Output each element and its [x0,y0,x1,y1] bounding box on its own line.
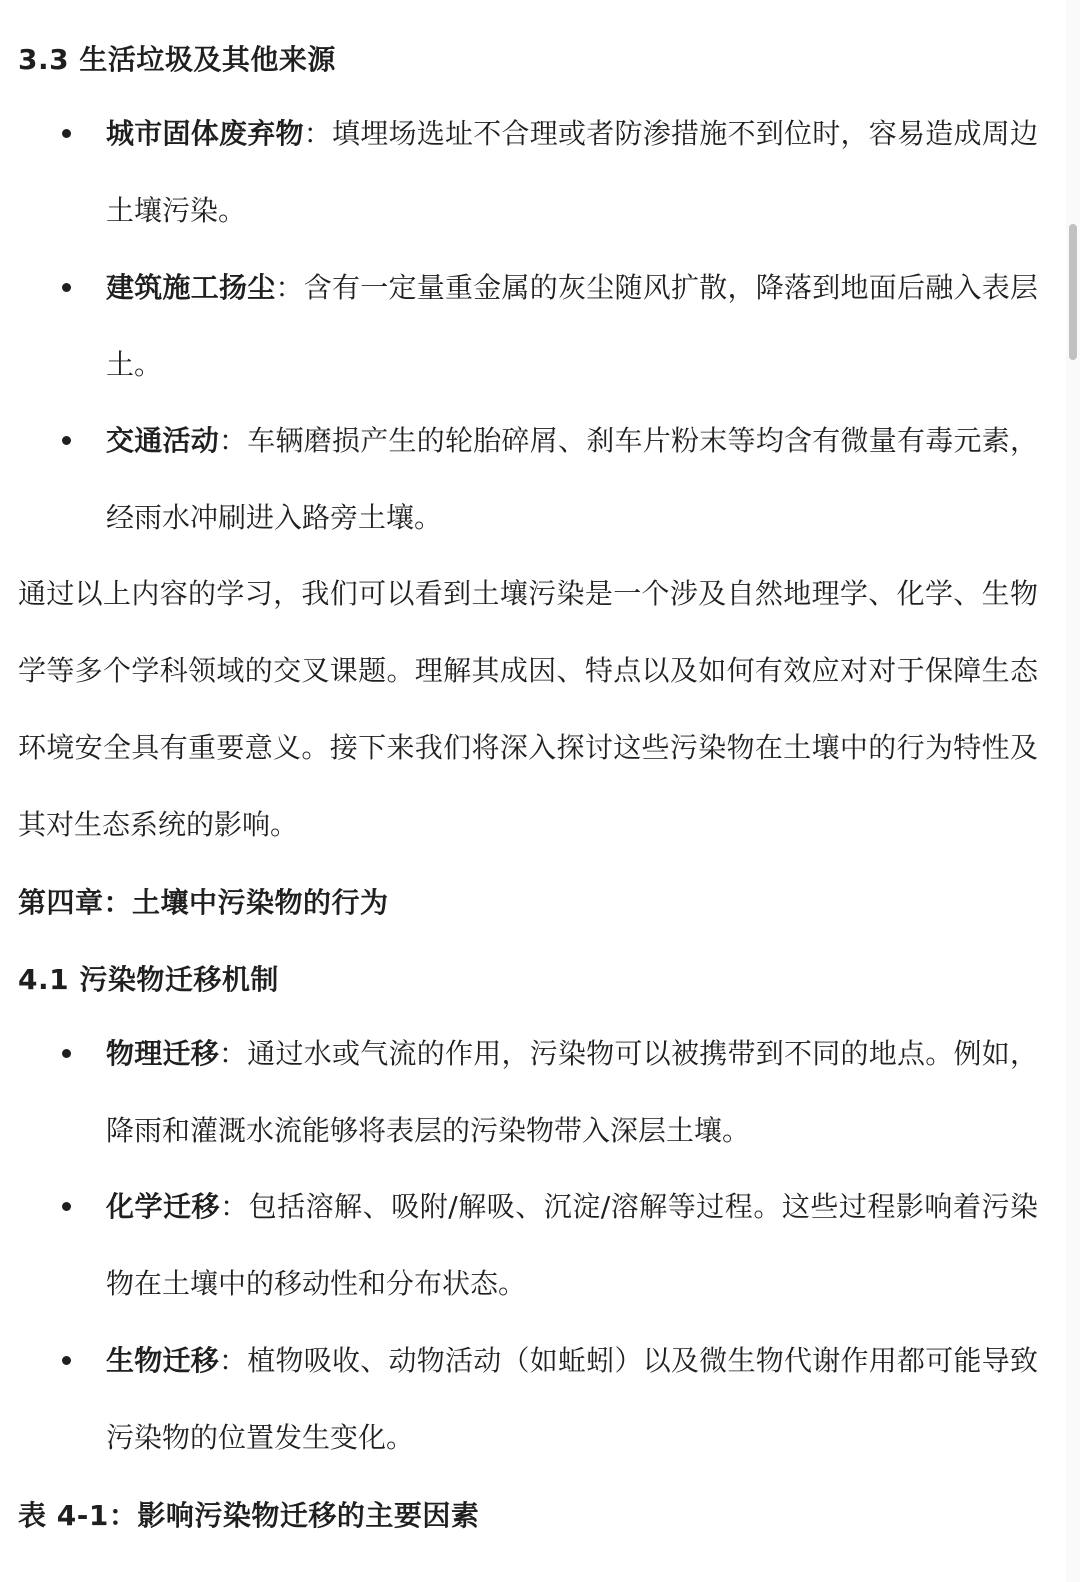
table-caption: 表 4-1：影响污染物迁移的主要因素 [18,1499,480,1532]
bullet-icon [62,436,71,445]
list-item-term: 物理迁移 [106,1037,219,1070]
scrollbar-thumb[interactable] [1069,224,1077,360]
scrollbar[interactable] [1066,0,1080,1582]
bullet-icon [62,1356,71,1365]
list-item-term: 交通活动 [106,424,219,457]
list-item-term: 建筑施工扬尘 [106,271,276,304]
section-heading-3-3: 3.3 生活垃圾及其他来源 [18,43,336,76]
list-item-term: 生物迁移 [106,1344,219,1377]
bullet-icon [62,1049,71,1058]
bullet-icon [62,1202,71,1211]
list-item-text: 含有一定量重金属的灰尘随风扩散，降落到地面后融入表层土。 [106,271,1038,381]
list-item-text: 植物吸收、动物活动（如蚯蚓）以及微生物代谢作用都可能导致污染物的位置发生变化。 [106,1344,1038,1454]
list-item-text: 包括溶解、吸附/解吸、沉淀/溶解等过程。这些过程影响着污染物在土壤中的移动性和分布状态。 [106,1190,1038,1300]
summary-paragraph: 通过以上内容的学习，我们可以看到土壤污染是一个涉及自然地理学、化学、生物学等多个学科领域的交叉课题。理解其成因、特点以及如何有效应对对于保障生态环境安全具有重要意义。接下来我们将深入探讨这些污染物在土壤中的行为特性及其对生态系统的影响。 [18,577,1038,841]
list-item-text: 通过水或气流的作用，污染物可以被携带到不同的地点。例如，降雨和灌溉水流能够将表层的污染物带入深层土壤。 [106,1037,1038,1147]
chapter-4-title: 第四章：土壤中污染物的行为 [18,886,389,919]
list-item-text: 车辆磨损产生的轮胎碎屑、刹车片粉末等均含有微量有毒元素，经雨水冲刷进入路旁土壤。 [106,424,1038,534]
list-item-term: 城市固体废弃物 [106,117,304,150]
list-item-text: 填埋场选址不合理或者防渗措施不到位时，容易造成周边土壤污染。 [106,117,1038,227]
bullet-icon [62,129,71,138]
bullet-icon [62,283,71,292]
section-heading-4-1: 4.1 污染物迁移机制 [18,963,279,996]
list-item-term: 化学迁移 [106,1190,221,1223]
